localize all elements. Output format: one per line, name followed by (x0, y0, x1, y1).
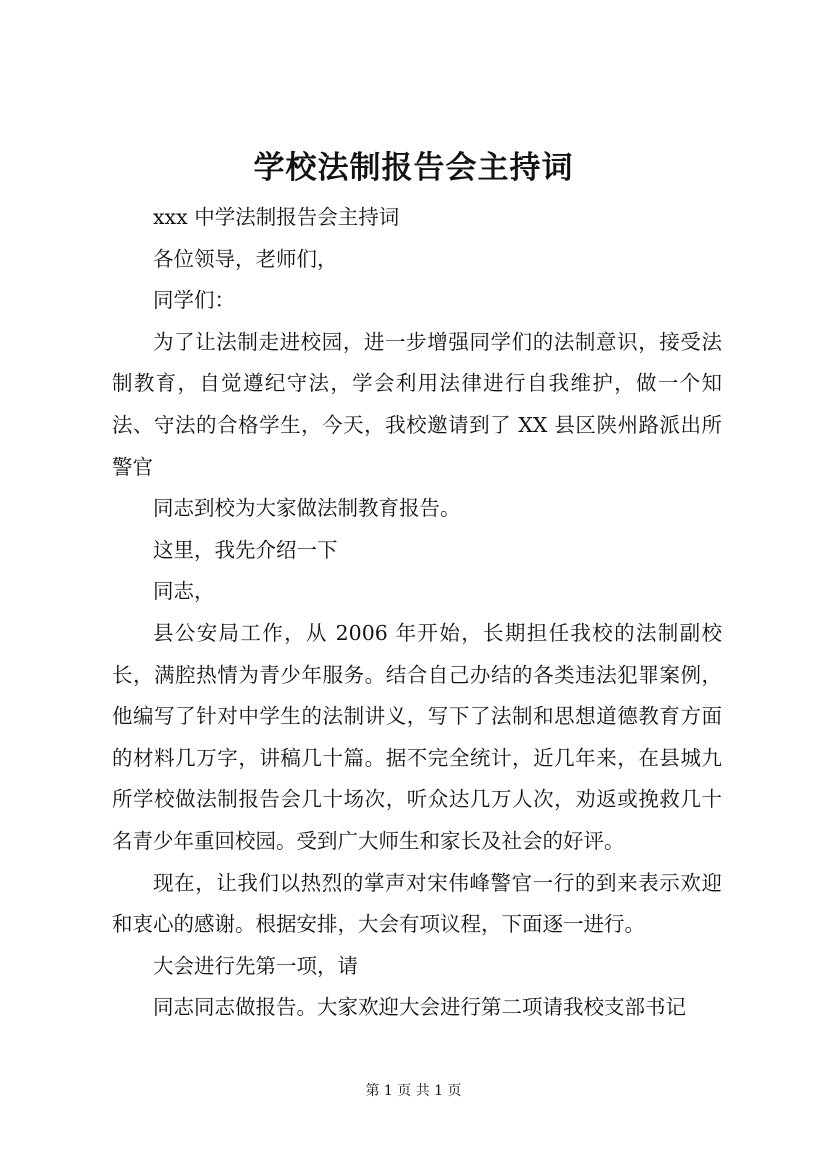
page-footer: 第 1 页 共 1 页 (365, 1083, 462, 1099)
paragraph-welcome: 现在，让我们以热烈的掌声对宋伟峰警官一行的到来表示欢迎和衷心的感谢。根据安排，大会有项议程，下面逐一进行。 (112, 870, 722, 937)
paragraph-agenda-second: 同志同志做报告。大家欢迎大会进行第二项请我校支部书记 (153, 995, 686, 1020)
paragraph-comrade: 同志， (153, 579, 215, 604)
paragraph-heading: xxx 中学法制报告会主持词 (153, 205, 400, 229)
document-body (112, 197, 722, 1029)
paragraph-greeting-leaders: 各位领导，老师们， (153, 246, 338, 271)
paragraph-greeting-students: 同学们： (153, 288, 235, 313)
paragraph-agenda-first: 大会进行先第一项，请 (153, 953, 358, 978)
document-title: 学校法制报告会主持词 (253, 150, 574, 186)
paragraph-biography: 县公安局工作，从 2006 年开始，长期担任我校的法制副校长，满腔热情为青少年服务。结合自己办结的各类违法犯罪案例，他编写了针对中学生的法制讲义，写下了法制和思想道德教育方面的材料几万字，讲稿几十篇。据不完全统计，近几年来，在县城九所学校做法制报告会几十场次，听众达几万人次，劝返或挽救几十名青少年重回校园。受到广大师生和家长及社会的好评。 (112, 620, 722, 853)
paragraph-introduce: 这里，我先介绍一下 (153, 537, 338, 562)
paragraph-report-purpose: 同志到校为大家做法制教育报告。 (153, 496, 461, 521)
paragraph-intro: 为了让法制走进校园，进一步增强同学们的法制意识，接受法制教育，自觉遵纪守法，学会利用法律进行自我维护，做一个知法、守法的合格学生，今天，我校邀请到了 XX 县区陕州路派出所警官 (112, 329, 722, 479)
